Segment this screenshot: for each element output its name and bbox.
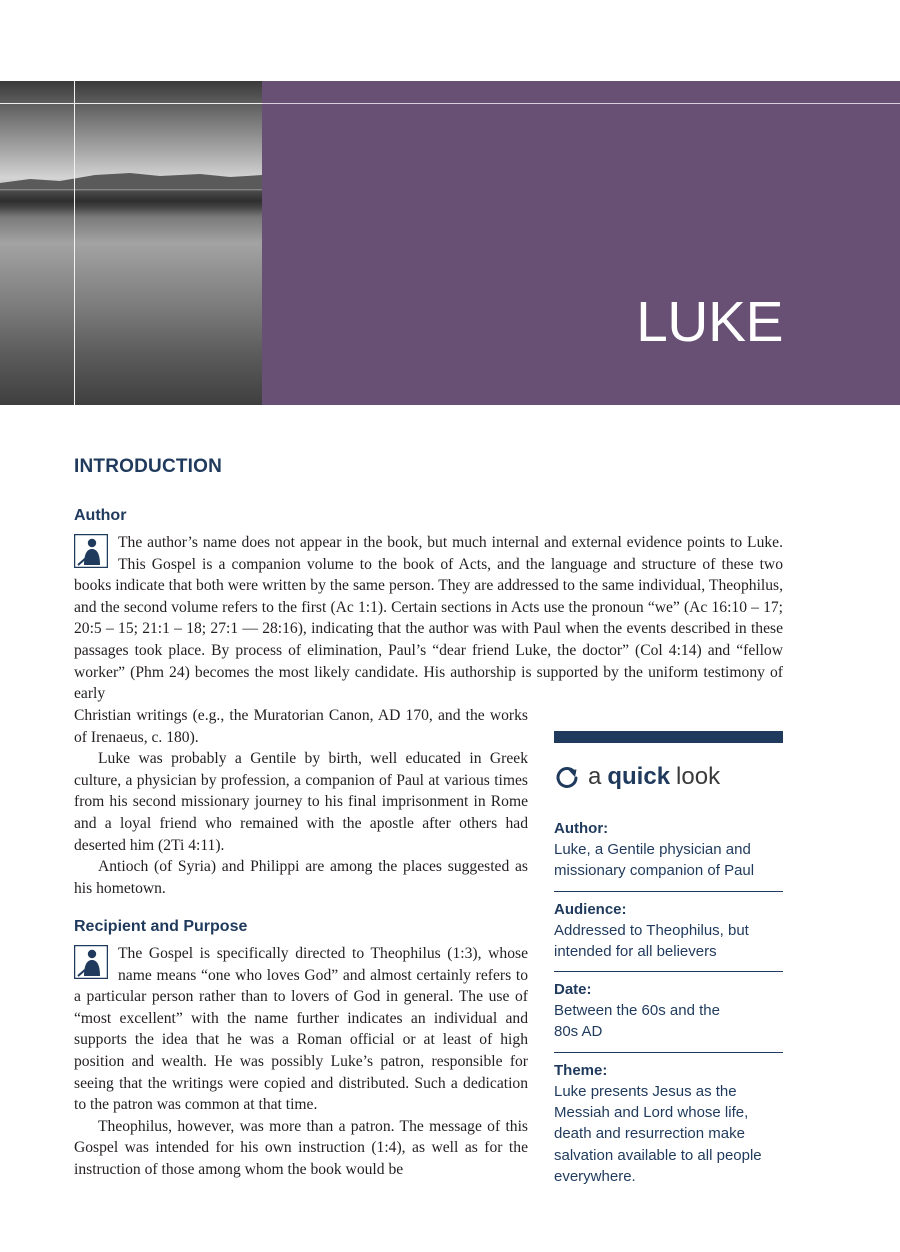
quick-look-author: Author: Luke, a Gentile physician and missionary companion of Paul (554, 811, 783, 892)
author-paragraph-full-width: The author’s name does not appear in the book, but much internal and external evidence points to Luke. This Gospel is a companion volume to the book of Acts, and the language and structure of these two books indicate that both were written by the same person. They are addressed to the same individual, Theophilus, and the second volume refers to the first (Ac 1:1). Certain sections in Acts use the pronoun “we” (Ac 16:10 – 17; 20:5 – 15; 21:1 – 18; 27:1 — 28:16), indicating that the author was with Paul when the events described in these passages took place. By process of elimination, Paul’s “dear friend Luke, the doctor” (Col 4:14) and “fellow worker” (Phm 24) becomes the most likely candidate. His authorship is supported by the uniform testimony of early (74, 534, 783, 703)
refresh-arrow-icon (554, 764, 580, 790)
quick-look-sidebar (554, 731, 783, 1196)
title-panel-guide-line (262, 103, 900, 104)
quick-look-title: a quick look (554, 759, 783, 795)
quick-look-theme: Theme: Luke presents Jesus as the Messiah and Lord whose life, death and resurrection make salvation available to all people everywhere. (554, 1061, 762, 1185)
sidebar-top-bar (554, 731, 783, 743)
photo-guide-line-vertical (74, 81, 75, 405)
author-heading: Author (74, 507, 127, 524)
recipient-purpose-heading: Recipient and Purpose (74, 918, 248, 935)
photo-guide-line-horizontal (0, 103, 262, 104)
quick-look-date: Date: Between the 60s and the 80s AD (554, 972, 783, 1053)
quick-look-audience: Audience: Addressed to Theophilus, but intended for all believers (554, 892, 783, 973)
person-reading-icon (74, 534, 108, 568)
introduction-heading: INTRODUCTION (74, 456, 223, 477)
author-paragraph-column: Christian writings (e.g., the Muratorian Canon, AD 170, and the works of Irenaeus, c. 180). Luke was probably a Gentile by birth, well educated in Greek culture, a physician by profession, a companion of Paul at various times from his second missionary journey to his final imprisonment in Rome and a loyal friend who remained with the apostle after others had deserted him (2Ti 4:11). Antioch (of Syria) and Philippi are among the places suggested as his hometown. (74, 707, 528, 897)
book-title: LUKE (636, 290, 783, 354)
title-panel (262, 81, 900, 405)
distant-hills-shape (0, 169, 262, 189)
person-reading-icon (74, 945, 108, 979)
recipient-paragraph: The Gospel is specifically directed to Theophilus (1:3), whose name means “one who loves God” and almost certainly refers to a particular person rather than to lovers of God in general. The use of “most excellent” with the name further indicates an individual and supports the idea that he was a Roman official or at least of high position and wealth. He was possibly Luke’s patron, responsible for seeing that the writings were copied and distributed. Such a dedication to the patron was common at that time. Theophilus, however, was more than a patron. The message of this Gospel was intended for his own instruction (1:4), as well as for the instruction of those among whom the book would be (74, 945, 528, 1178)
lake-landscape-photo (0, 81, 262, 405)
chapter-banner (0, 81, 900, 405)
